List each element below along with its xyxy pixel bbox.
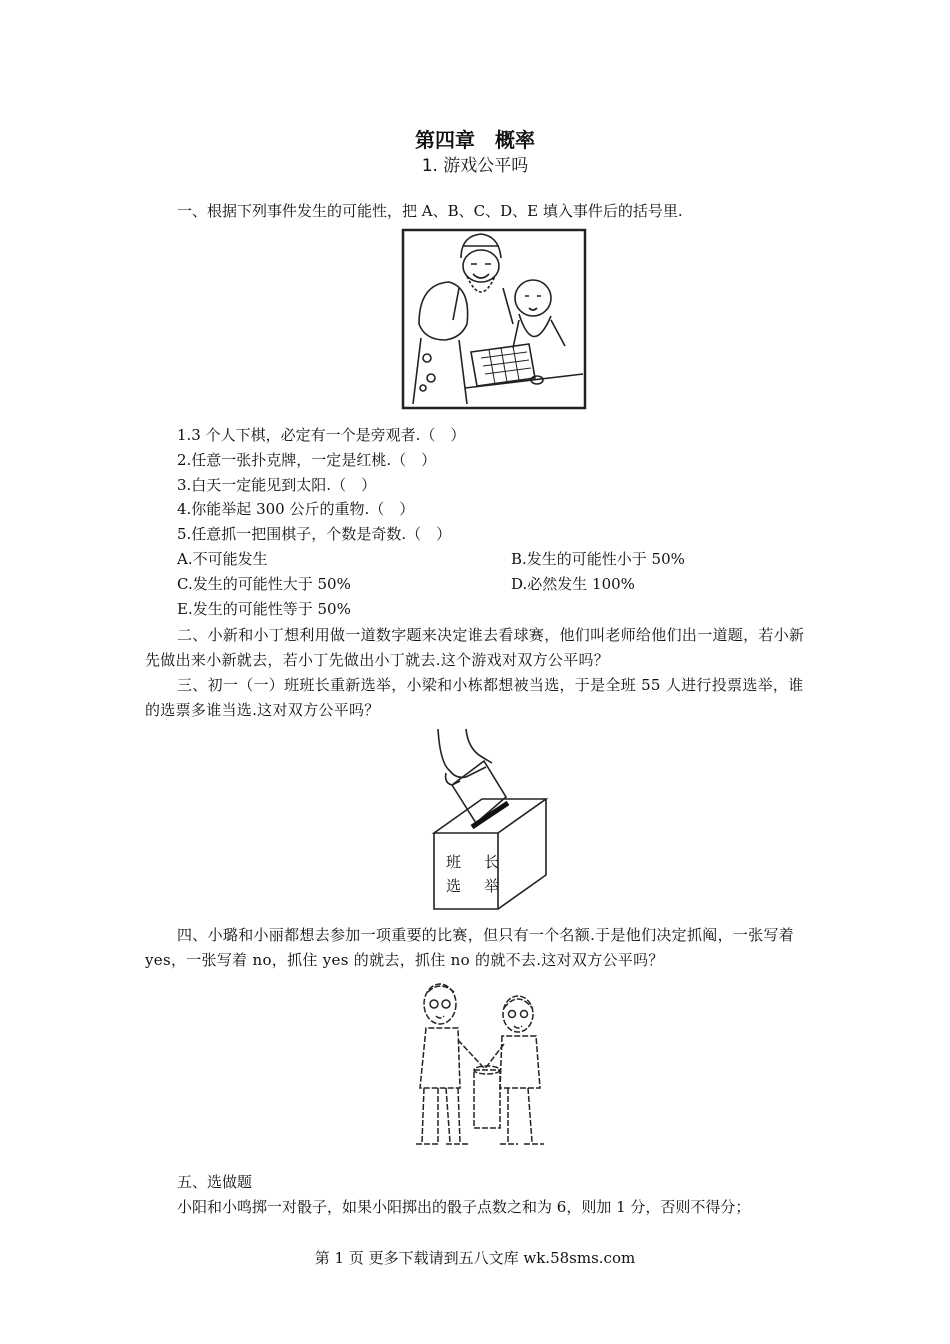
chapter-title: 第四章 概率 [415, 128, 535, 152]
chess-players-illustration [401, 228, 587, 410]
page-footer: 第 1 页 更多下载请到五八文库 wk.58sms.com [314, 1249, 636, 1267]
question-1-prompt: 一、根据下列事件发生的可能性，把 A、B、C、D、E 填入事件后的括号里. [177, 202, 683, 220]
question-4: 四、小璐和小丽都想去参加一项重要的比赛，但只有一个名额.于是他们决定抓阄，一张写着 yes，一张写着 no，抓住 yes 的就去，抓住 no 的就不去.这对双方公平吗？ [145, 926, 795, 969]
question-2: 二、小新和小丁想利用做一道数字题来决定谁去看球赛，他们叫老师给他们出一道题，若小新先做出来小新就去，若小丁先做出小丁就去.这个游戏对双方公平吗？ [145, 626, 805, 669]
q1-item-1: 1.3 个人下棋，必定有一个是旁观者.（ ） [177, 426, 466, 444]
q1-item-2: 2.任意一张扑克牌，一定是红桃.（ ） [177, 451, 437, 469]
drawing-lots-illustration [404, 978, 564, 1152]
box-char-3: 选 [446, 877, 462, 895]
box-char-4: 举 [484, 877, 500, 895]
q1-option-d: D.必然发生 100% [511, 575, 635, 593]
ballot-box-illustration [426, 723, 558, 915]
q1-option-c: C.发生的可能性大于 50% [177, 575, 351, 593]
q1-option-b: B.发生的可能性小于 50% [511, 550, 685, 568]
box-char-1: 班 [446, 853, 462, 871]
q1-item-3: 3.白天一定能见到太阳.（ ） [177, 476, 377, 494]
box-char-2: 长 [484, 853, 500, 871]
q1-item-4: 4.你能举起 300 公斤的重物.（ ） [177, 500, 415, 518]
q1-option-e: E.发生的可能性等于 50% [177, 600, 351, 618]
question-3: 三、初一（一）班班长重新选举，小梁和小栋都想被当选，于是全班 55 人进行投票选举，谁的选票多谁当选.这对双方公平吗？ [145, 676, 804, 719]
question-5-heading: 五、选做题 [177, 1173, 253, 1191]
q1-option-a: A.不可能发生 [177, 550, 268, 568]
question-5-text: 小阳和小鸣掷一对骰子，如果小阳掷出的骰子点数之和为 6，则加 1 分，否则不得分； [177, 1198, 751, 1216]
q1-item-5: 5.任意抓一把围棋子，个数是奇数.（ ） [177, 525, 452, 543]
section-subtitle: 1. 游戏公平吗 [421, 156, 529, 176]
